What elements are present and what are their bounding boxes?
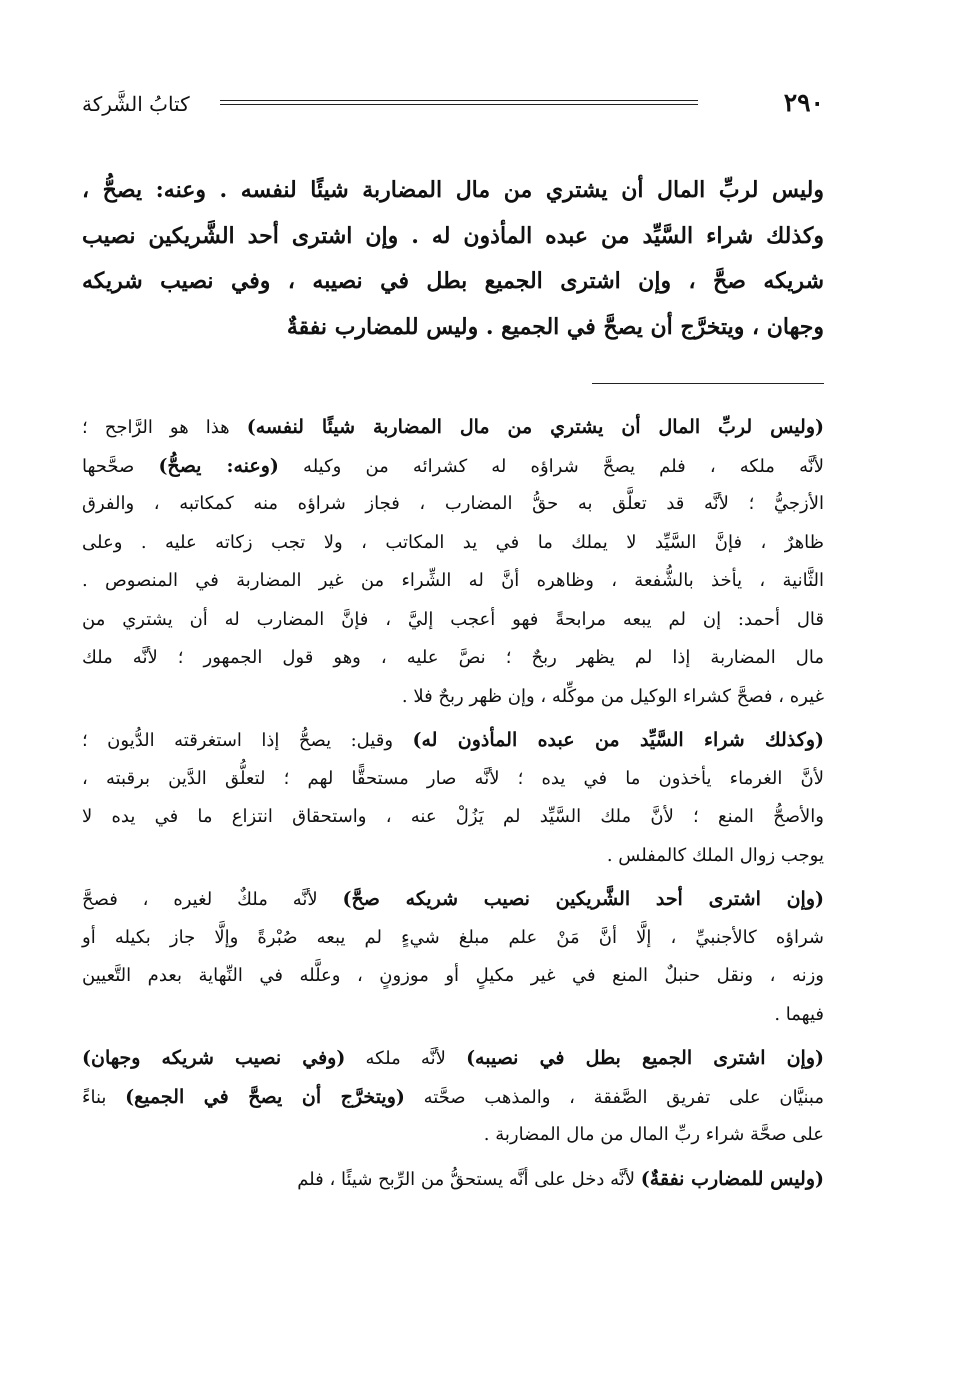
commentary-paragraph <box>82 880 824 1034</box>
commentary-line <box>82 524 824 563</box>
page <box>82 0 824 1378</box>
commentary <box>82 408 824 1203</box>
commentary-paragraph <box>82 721 824 875</box>
commentary-line <box>82 562 824 601</box>
commentary-text: والأصحُّ المنع ؛ لأنَّ ملك السَّيِّد لم يَزُلْ عنه ، واستحقاق انتزاع ما في يده لا <box>82 806 824 827</box>
quoted-main-text: (ويتخرَّج أن يصحَّ في الجميع) <box>125 1085 405 1108</box>
main-text <box>82 168 824 350</box>
commentary-text: قال أحمد: إن لم يبعه مرابحةً فهو أعجب إليَّ ، فإنَّ المضارب له أن يشتري من <box>82 608 824 630</box>
commentary-paragraph <box>82 1039 824 1155</box>
commentary-line <box>82 601 824 640</box>
quoted-main-text: (وإن اشترى أحد الشَّريكين نصيب شريكه صحَّ) <box>342 888 824 910</box>
commentary-text: لأنَّ الغرماء يأخذون ما في يده ؛ لأنَّه صار مستحقًّا لهم ؛ لتعلُّق الدَّين برقبته ، <box>82 767 824 789</box>
quoted-main-text: (وفي نصيب شريكه وجهان) <box>82 1047 346 1069</box>
commentary-text: الأزجيُّ ؛ لأنَّه قد تعلَّق به حقُّ المضارب ، فجاز شراؤه منه كمكاتبه ، والفرق <box>82 493 824 514</box>
commentary-text: بناءً <box>82 1086 126 1108</box>
commentary-text: لأنَّه دخل على أنَّه يستحقُّ من الرِّبح شيئًا ، فلم <box>297 1168 641 1190</box>
commentary-line <box>82 447 824 486</box>
commentary-text: لأنَّه ملكٌ لغيره ، فصحَّ <box>82 889 343 910</box>
commentary-text: ظاهرٌ ، فإنَّ السَّيِّد لا يملك ما في يد المكاتب ، ولا تجب زكاته عليه . وعلى <box>82 531 824 553</box>
commentary-line <box>82 880 824 919</box>
main-text-line: وليس لربِّ المال أن يشتري من مال المضاربة شيئًا لنفسه . وعنه: يصحُّ ، <box>82 177 824 203</box>
commentary-line <box>82 678 824 717</box>
commentary-line <box>82 1116 824 1155</box>
commentary-text: لأنَّه ملكه <box>345 1048 467 1069</box>
header-rule <box>220 100 698 101</box>
book-title: كتابُ الشَّركة <box>82 92 190 116</box>
commentary-text: مال المضاربة إذا لم يظهر ربحٌ ؛ نصَّ عليه ، وهو قول الجمهور ؛ لأنَّه ملك <box>82 647 824 668</box>
commentary-text: صحَّحها <box>82 455 159 477</box>
quoted-main-text: (وعنه: يصحُّ) <box>158 454 279 477</box>
commentary-line <box>82 408 824 447</box>
main-text-line: وكذلك شراء السَّيِّد من عبده المأذون له . وإن اشترى أحد الشَّريكين نصيب <box>82 222 824 249</box>
commentary-text: مبنيَّان على تفريق الصَّفقة ، والمذهب صحَّته <box>404 1086 824 1108</box>
commentary-line <box>82 760 824 799</box>
page-header <box>82 88 824 122</box>
commentary-line <box>82 1078 824 1117</box>
commentary-text: وزنه ، ونقل حنبلٌ المنع في غير مكيلٍ أو موزونٍ ، وعلَّله في النِّهاية بعدم التَّعيين <box>82 965 824 986</box>
commentary-line <box>82 798 824 837</box>
commentary-text: فيهما . <box>774 1003 824 1025</box>
commentary-paragraph <box>82 1160 824 1199</box>
commentary-text: يوجب زوال الملك كالمفلس . <box>606 844 824 866</box>
commentary-line <box>82 639 824 678</box>
section-separator <box>592 383 824 384</box>
commentary-text: وقيل: يصحُّ إذا استغرقته الدُّيون ؛ <box>82 730 413 751</box>
quoted-main-text: (وكذلك شراء السَّيِّد من عبده المأذون له) <box>412 729 824 751</box>
main-text-line: شريكه صحَّ ، وإن اشترى الجميع بطل في نصيبه ، وفي نصيب شريكه <box>82 268 824 294</box>
main-text-line: وجهان ، ويتخرَّج أن يصحَّ في الجميع . وليس للمضارب نفقةٌ <box>286 313 824 340</box>
commentary-line <box>82 1160 824 1199</box>
commentary-text: هذا هو الرَّاجح ؛ <box>82 417 247 438</box>
quoted-main-text: (وليس للمضارب نفقةٌ) <box>640 1167 824 1190</box>
commentary-text: غيره ، فصحَّ كشراء الوكيل من موكِّله ، وإن ظهر ربحٌ فلا . <box>401 685 824 707</box>
quoted-main-text: (وليس لربِّ المال أن يشتري من مال المضاربة شيئًا لنفسه) <box>246 416 824 438</box>
commentary-text: الثَّانية ، يأخذ بالشُّفعة ، وظاهره أنَّ له الشِّراء من غير المضاربة في المنصوص . <box>82 570 824 591</box>
commentary-line <box>82 957 824 996</box>
commentary-line <box>82 996 824 1035</box>
commentary-text: على صحَّة شراء ربِّ المال من مال المضاربة . <box>483 1124 824 1145</box>
quoted-main-text: (وإن اشترى الجميع بطل في نصيبه) <box>466 1047 824 1069</box>
page-number: ٢٩٠ <box>783 88 824 117</box>
commentary-text: لأنَّه ملكه ، فلم يصحَّ شراؤه له كشرائه من وكيله <box>278 455 824 477</box>
commentary-line <box>82 721 824 760</box>
commentary-line <box>82 837 824 876</box>
commentary-text: شراؤه كالأجنبيِّ ، إلَّا أنَّ مَنْ علم مبلغ شيءٍ لم يبعه صُبْرةً وإلَّا جاز بكيله أو <box>82 926 824 948</box>
commentary-line <box>82 919 824 958</box>
commentary-paragraph <box>82 408 824 716</box>
commentary-line <box>82 485 824 524</box>
commentary-line <box>82 1039 824 1078</box>
